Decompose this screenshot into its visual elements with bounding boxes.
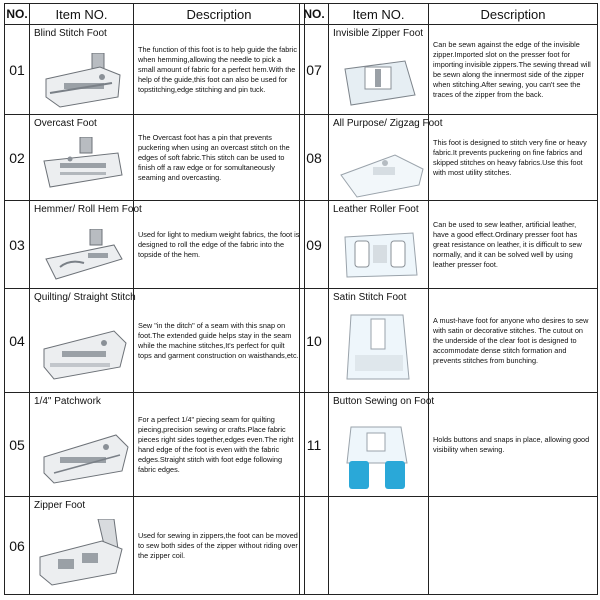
left-table <box>4 3 305 595</box>
item-description: Can be used to sew leather, artificial leather, have a good effect.Ordinary presser foot has great resistance on leather, it is difficult to sew normally, and it can be solved well by using leather presser foot. <box>429 201 598 289</box>
blind-stitch-foot-icon <box>40 53 126 111</box>
rolled-hem-foot-icon <box>40 229 126 285</box>
table-row <box>300 201 598 289</box>
item-description: For a perfect 1/4" piecing seam for quilting piecing,precision sewing or crafts.Place fabric pieces right sides together,edges even.The right hand edge of the foot is even with the fabric edges.Straight stitch with foot edge following fabric edges. <box>134 393 305 497</box>
item-name: Overcast Foot <box>34 118 97 129</box>
row-number: 08 <box>300 115 329 201</box>
item-name: Zipper Foot <box>34 500 86 511</box>
invisible-zipper-foot-icon <box>339 55 419 109</box>
item-name: All Purpose/ Zigzag Foot <box>333 118 443 129</box>
item-name: Button Sewing on Foot <box>333 396 435 407</box>
table-row <box>5 393 305 497</box>
item-name: Hemmer/ Roll Hem Foot <box>34 204 142 215</box>
overcast-foot-icon <box>40 137 126 193</box>
item-description: This foot is designed to stitch very fine or heavy fabric.It prevents puckering on fine fabrics and skipped stitches on heavy fabrics.Use this foot with most utility stitches. <box>429 115 598 201</box>
patchwork-foot-icon <box>40 421 130 487</box>
leather-roller-foot-icon <box>341 223 421 281</box>
row-number: 03 <box>5 201 30 289</box>
item-description: Used for light to medium weight fabrics, the foot is designed to roll the edge of the fabric into the topside of the hem. <box>134 201 305 289</box>
header-no: NO. <box>5 4 30 25</box>
row-number: 02 <box>5 115 30 201</box>
table-row <box>300 25 598 115</box>
header-item: Item NO. <box>329 4 429 25</box>
row-number: 01 <box>5 25 30 115</box>
row-number: 05 <box>5 393 30 497</box>
item-description: Sew "in the ditch" of a seam with this snap on foot.The extended guide helps stay in the seam while the machine stitches,It's perfect for quilt tops and garment construction on waisthands,etc. <box>134 289 305 393</box>
table-row <box>5 497 305 595</box>
header-description: Description <box>429 4 598 25</box>
table-row <box>5 25 305 115</box>
item-name: Quilting/ Straight Stitch <box>34 292 136 303</box>
header-row <box>300 4 598 25</box>
header-no: NO. <box>300 4 329 25</box>
item-description: The Overcast foot has a pin that prevents puckering when using an overcast stitch on the edges of soft fabric.This stitch can be used to finish off a raw edge or for somultaneously seaming and overcasting. <box>134 115 305 201</box>
item-description: Used for sewing in zippers,the foot can be moved to sew both sides of the zipper without riding over the zipper coil. <box>134 497 305 595</box>
row-number: 10 <box>300 289 329 393</box>
header-row <box>5 4 305 25</box>
table-row <box>5 201 305 289</box>
table-row <box>300 393 598 497</box>
item-description: Can be sewn against the edge of the invisible zipper.Imported slot on the presser foot for importing invisible zippers.The sewing thread will be sewn along the innermost side of the zipper when stitching.After sewing, you can't see the traces of the zipper from the back. <box>429 25 598 115</box>
row-number: 09 <box>300 201 329 289</box>
item-name: Blind Stitch Foot <box>34 28 107 39</box>
quilting-foot-icon <box>40 317 130 383</box>
table-row <box>5 289 305 393</box>
button-sewing-foot-icon <box>341 423 417 493</box>
item-name: Leather Roller Foot <box>333 204 419 215</box>
item-description: Holds buttons and snaps in place, allowing good visibility when sewing. <box>429 393 598 497</box>
empty-row <box>300 497 598 595</box>
header-description: Description <box>134 4 305 25</box>
table-row <box>300 289 598 393</box>
row-number: 07 <box>300 25 329 115</box>
zigzag-foot-icon <box>339 151 425 199</box>
item-name: Invisible Zipper Foot <box>333 28 424 39</box>
satin-stitch-foot-icon <box>341 309 417 385</box>
table-row <box>5 115 305 201</box>
item-description: A must-have foot for anyone who desires to sew with satin or decorative stitches. The cutout on the underside of the clear foot is designed to accommodate dense stitch formation and prevents stitches from bunching. <box>429 289 598 393</box>
zipper-foot-icon <box>36 519 132 587</box>
item-description: The function of this foot is to help guide the fabric when hemming,allowing the needle to pick a small amount of fabric for a perfect hem.With the help of the guide,this foot can also be used for topstitching,edge stitching and pin tuck. <box>134 25 305 115</box>
header-item: Item NO. <box>30 4 134 25</box>
row-number: 04 <box>5 289 30 393</box>
item-name: 1/4" Patchwork <box>34 396 101 407</box>
table-row <box>300 115 598 201</box>
item-name: Satin Stitch Foot <box>333 292 407 303</box>
row-number: 06 <box>5 497 30 595</box>
row-number: 11 <box>300 393 329 497</box>
right-table <box>299 3 598 595</box>
